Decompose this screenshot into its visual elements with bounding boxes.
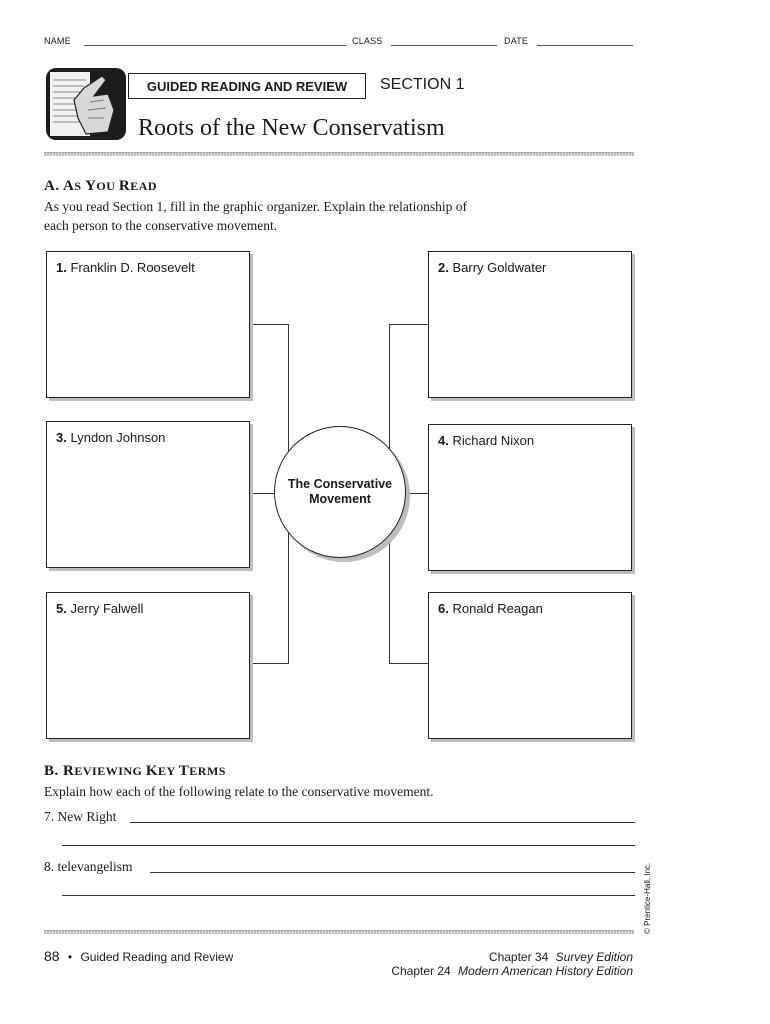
person-number: 6. <box>438 601 449 616</box>
footer-left <box>44 948 233 964</box>
section-a-rest3: EAD <box>130 179 158 193</box>
hand-reading-icon <box>44 66 128 142</box>
section-a-heading <box>44 178 157 195</box>
person-label <box>438 601 543 616</box>
class-field[interactable] <box>391 36 497 46</box>
footer-chapter: Chapter 34 <box>488 950 549 964</box>
connector <box>250 493 276 494</box>
name-field[interactable] <box>84 36 346 46</box>
answer-line[interactable] <box>62 845 635 846</box>
section-a-instructions-line1: As you read Section 1, fill in the graphic organizer. Explain the relationship of <box>44 199 468 214</box>
page-number: 88 <box>44 948 60 964</box>
section-b-rest2: EY <box>158 764 179 778</box>
guided-reading-tag-text: GUIDED READING AND REVIEW <box>146 78 348 94</box>
term-televangelism <box>44 859 136 875</box>
person-box-reagan[interactable] <box>428 592 632 739</box>
class-label: CLASS <box>352 36 383 46</box>
section-b-cap3: T <box>178 763 190 779</box>
section-a-cap1: A <box>63 178 75 194</box>
person-name: Jerry Falwell <box>70 601 144 616</box>
term-new-right <box>44 809 120 825</box>
section-a-rest2: OU <box>96 179 119 193</box>
person-number: 1. <box>56 260 67 275</box>
person-number: 2. <box>438 260 449 275</box>
person-name: Franklin D. Roosevelt <box>70 260 195 275</box>
section-a-instructions-line2: each person to the conservative movement. <box>44 218 278 233</box>
footer-edition-line2 <box>391 964 633 978</box>
section-a-rest1: S <box>74 179 86 193</box>
section-b-cap2: K <box>145 763 159 779</box>
person-name: Richard Nixon <box>452 433 535 448</box>
connector <box>250 663 289 664</box>
footer-edition: Modern American History Edition <box>458 964 633 978</box>
person-number: 4. <box>438 433 449 448</box>
page-title: Roots of the New Conservatism <box>138 115 445 141</box>
footer-divider <box>44 930 634 934</box>
person-number: 3. <box>56 430 67 445</box>
connector <box>389 663 428 664</box>
connector <box>250 324 289 325</box>
person-label <box>438 260 546 275</box>
section-b-rest3: ERMS <box>189 764 226 778</box>
connector <box>404 493 428 494</box>
person-number: 5. <box>56 601 67 616</box>
section-label: SECTION 1 <box>380 76 465 93</box>
footer-edition: Survey Edition <box>555 950 633 964</box>
section-a-cap2: Y <box>85 178 97 194</box>
term-text: New Right <box>57 809 117 824</box>
date-label: DATE <box>504 36 529 46</box>
title-divider <box>44 152 634 156</box>
answer-line[interactable] <box>130 822 635 823</box>
person-box-falwell[interactable] <box>46 592 250 739</box>
section-b-cap1: R <box>63 763 75 779</box>
footer-bullet: • <box>67 950 73 964</box>
term-number: 7. <box>44 809 55 824</box>
person-name: Ronald Reagan <box>452 601 543 616</box>
person-label <box>438 433 534 448</box>
copyright-notice: © Prentice-Hall, Inc. <box>643 862 652 934</box>
term-text: televangelism <box>57 859 133 874</box>
person-box-roosevelt[interactable] <box>46 251 250 398</box>
section-b-instructions: Explain how each of the following relate to the conservative movement. <box>44 784 434 799</box>
answer-line[interactable] <box>62 895 635 896</box>
person-label <box>56 260 195 275</box>
footer-edition-line1 <box>489 950 633 964</box>
person-name: Barry Goldwater <box>452 260 547 275</box>
connector <box>389 324 428 325</box>
term-number: 8. <box>44 859 55 874</box>
footer-book-title: Guided Reading and Review <box>80 950 234 964</box>
person-box-nixon[interactable] <box>428 424 632 571</box>
center-label: The Conservative Movement <box>287 477 393 506</box>
date-field[interactable] <box>537 36 633 46</box>
guided-reading-tag <box>128 73 366 99</box>
section-b-rest1: EVIEWING <box>74 764 146 778</box>
section-a-letter: A. <box>44 178 60 194</box>
person-box-goldwater[interactable] <box>428 251 632 398</box>
person-name: Lyndon Johnson <box>70 430 166 445</box>
name-label: NAME <box>44 36 71 46</box>
footer-chapter: Chapter 24 <box>391 964 451 978</box>
section-b-letter: B. <box>44 763 59 779</box>
section-a-cap3: R <box>118 178 131 194</box>
person-label <box>56 430 165 445</box>
person-label <box>56 601 143 616</box>
center-circle <box>274 426 406 558</box>
section-b-heading <box>44 763 226 780</box>
person-box-johnson[interactable] <box>46 421 250 568</box>
answer-line[interactable] <box>150 872 635 873</box>
